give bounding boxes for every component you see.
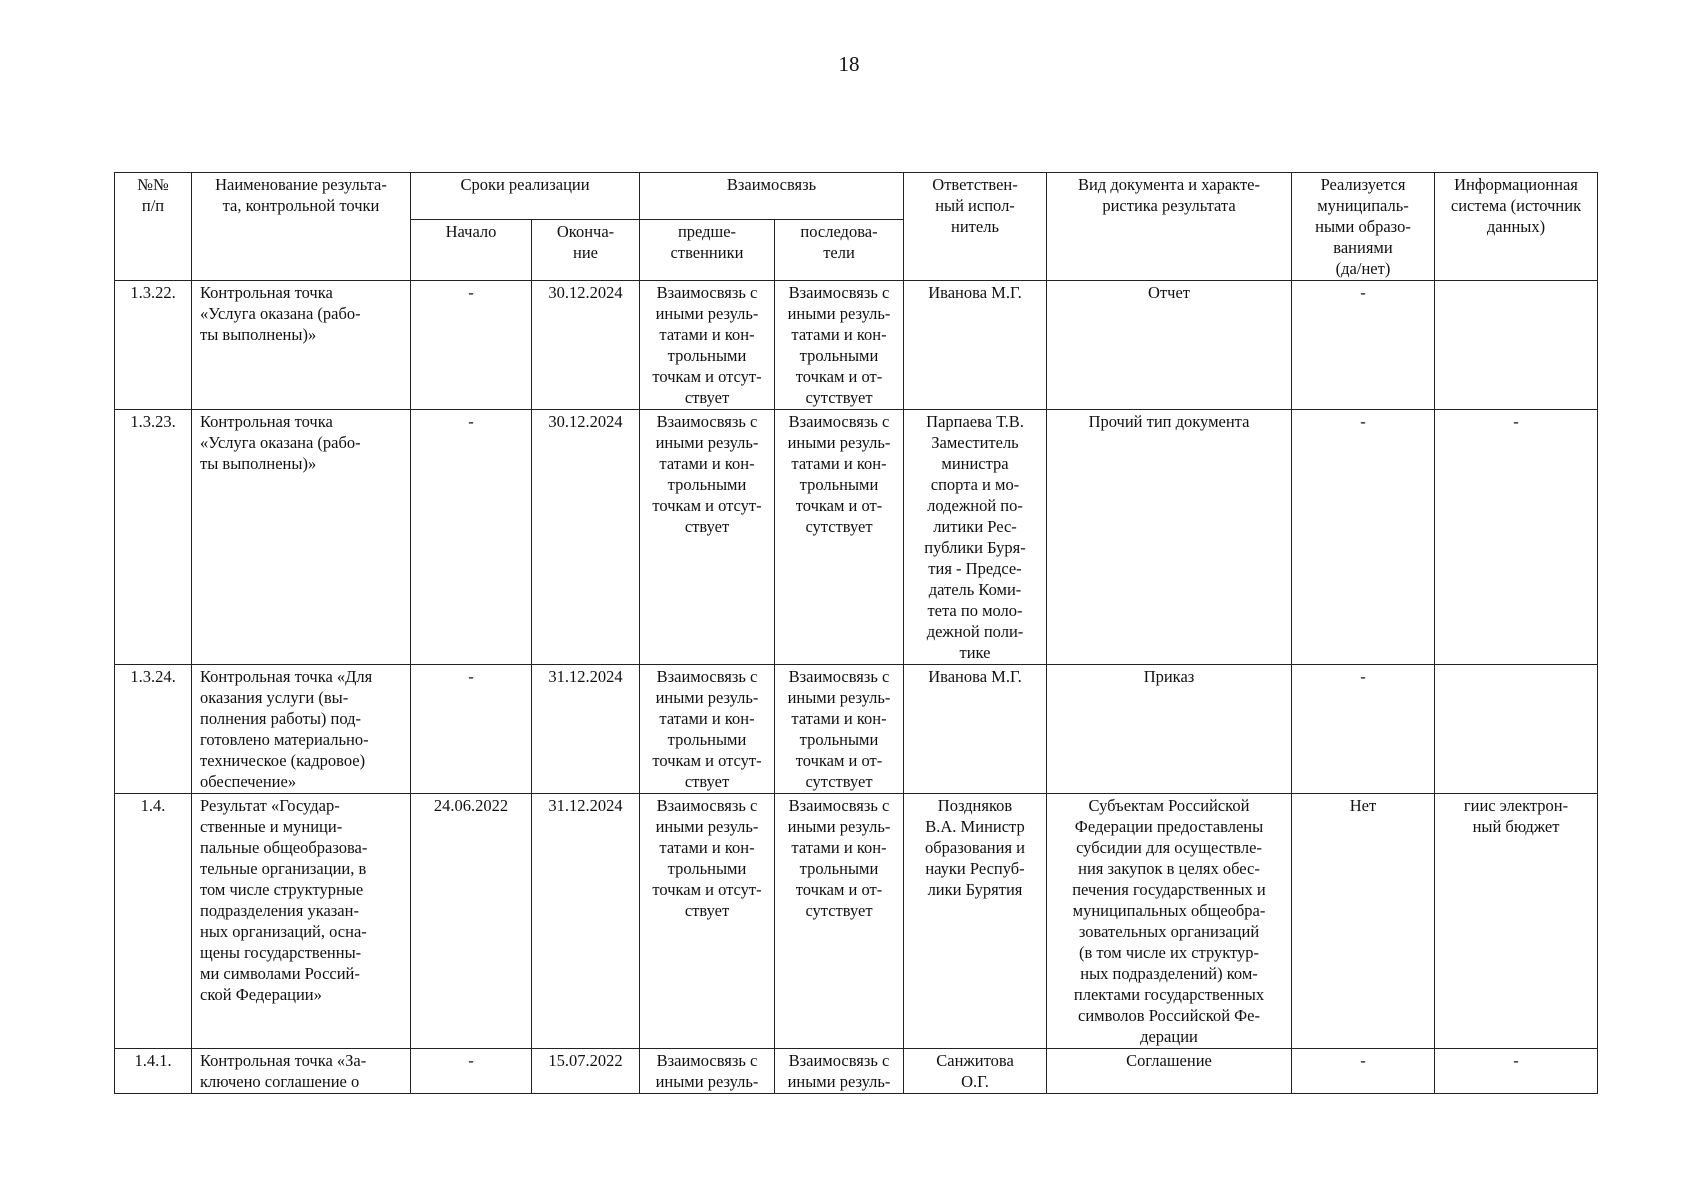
cell-end: 30.12.2024 bbox=[532, 410, 640, 665]
table-body bbox=[115, 281, 1598, 1094]
cell-doc-type: Отчет bbox=[1047, 281, 1292, 410]
cell-name: Контрольная точка «Для оказания услуги (вы- полнения работы) под- готовлено материально- техническое (кадровое) обеспечение» bbox=[192, 665, 411, 794]
header-end: Оконча- ние bbox=[532, 219, 640, 280]
cell-num: 1.4. bbox=[115, 794, 192, 1049]
cell-num: 1.3.22. bbox=[115, 281, 192, 410]
header-predecessors: предше- ственники bbox=[640, 219, 775, 280]
header-successors: последова- тели bbox=[775, 219, 904, 280]
cell-name: Контрольная точка «Услуга оказана (рабо- ты выполнены)» bbox=[192, 410, 411, 665]
cell-start: - bbox=[411, 1049, 532, 1094]
cell-doc-type: Субъектам Российской Федерации предоставлены субсидии для осуществле- ния закупок в целях обес- печения государственных и муниципальных общеобра- зовательных организаций (в том числе их структур- ных подразделений) ком- плектами государственных символов Российской Фе- дерации bbox=[1047, 794, 1292, 1049]
header-responsible: Ответствен- ный испол- нитель bbox=[904, 173, 1047, 281]
cell-responsible: Иванова М.Г. bbox=[904, 665, 1047, 794]
plan-table bbox=[114, 172, 1598, 1094]
cell-municipal: - bbox=[1292, 665, 1435, 794]
cell-successors: Взаимосвязь с иными резуль- татами и кон- трольными точкам и от- сутствует bbox=[775, 794, 904, 1049]
cell-start: - bbox=[411, 410, 532, 665]
cell-successors: Взаимосвязь с иными резуль- татами и кон- трольными точкам и от- сутствует bbox=[775, 665, 904, 794]
cell-municipal: - bbox=[1292, 410, 1435, 665]
cell-responsible: Иванова М.Г. bbox=[904, 281, 1047, 410]
cell-responsible: Поздняков В.А. Министр образования и науки Респуб- лики Бурятия bbox=[904, 794, 1047, 1049]
cell-info-system bbox=[1435, 665, 1598, 794]
cell-predecessors: Взаимосвязь с иными резуль- татами и кон- трольными точкам и отсут- ствует bbox=[640, 281, 775, 410]
cell-predecessors: Взаимосвязь с иными резуль- татами и кон- трольными точкам и отсут- ствует bbox=[640, 794, 775, 1049]
cell-responsible: Парпаева Т.В. Заместитель министра спорта и мо- лодежной по- литики Рес- публики Буря- тия - Предсе- датель Коми- тета по моло- дежной поли- тике bbox=[904, 410, 1047, 665]
table-row bbox=[115, 410, 1598, 665]
cell-predecessors: Взаимосвязь с иными резуль- татами и кон- трольными точкам и отсут- ствует bbox=[640, 410, 775, 665]
table-row bbox=[115, 1049, 1598, 1094]
cell-start: - bbox=[411, 281, 532, 410]
table-row bbox=[115, 794, 1598, 1049]
header-num: №№ п/п bbox=[115, 173, 192, 281]
cell-doc-type: Соглашение bbox=[1047, 1049, 1292, 1094]
cell-municipal: - bbox=[1292, 281, 1435, 410]
table-row bbox=[115, 665, 1598, 794]
cell-doc-type: Прочий тип документа bbox=[1047, 410, 1292, 665]
cell-predecessors: Взаимосвязь с иными резуль- татами и кон- трольными точкам и отсут- ствует bbox=[640, 665, 775, 794]
cell-municipal: Нет bbox=[1292, 794, 1435, 1049]
cell-responsible: Санжитова О.Г. bbox=[904, 1049, 1047, 1094]
cell-num: 1.4.1. bbox=[115, 1049, 192, 1094]
cell-info-system: гиис электрон- ный бюджет bbox=[1435, 794, 1598, 1049]
cell-num: 1.3.23. bbox=[115, 410, 192, 665]
table-header bbox=[115, 173, 1598, 281]
cell-successors: Взаимосвязь с иными резуль- bbox=[775, 1049, 904, 1094]
header-info-system: Информационная система (источник данных) bbox=[1435, 173, 1598, 281]
cell-end: 31.12.2024 bbox=[532, 665, 640, 794]
header-relation: Взаимосвязь bbox=[640, 173, 904, 220]
header-timeline: Сроки реализации bbox=[411, 173, 640, 220]
header-start: Начало bbox=[411, 219, 532, 280]
cell-successors: Взаимосвязь с иными резуль- татами и кон- трольными точкам и от- сутствует bbox=[775, 410, 904, 665]
cell-predecessors: Взаимосвязь с иными резуль- bbox=[640, 1049, 775, 1094]
cell-successors: Взаимосвязь с иными резуль- татами и кон- трольными точкам и от- сутствует bbox=[775, 281, 904, 410]
cell-start: - bbox=[411, 665, 532, 794]
header-municipal: Реализуется муниципаль- ными образо- ваниями (да/нет) bbox=[1292, 173, 1435, 281]
cell-name: Контрольная точка «За- ключено соглашение о bbox=[192, 1049, 411, 1094]
cell-doc-type: Приказ bbox=[1047, 665, 1292, 794]
cell-info-system: - bbox=[1435, 410, 1598, 665]
cell-end: 15.07.2022 bbox=[532, 1049, 640, 1094]
cell-name: Контрольная точка «Услуга оказана (рабо- ты выполнены)» bbox=[192, 281, 411, 410]
cell-info-system bbox=[1435, 281, 1598, 410]
page-number: 18 bbox=[838, 52, 860, 76]
header-doc-type: Вид документа и характе- ристика результата bbox=[1047, 173, 1292, 281]
cell-end: 30.12.2024 bbox=[532, 281, 640, 410]
cell-num: 1.3.24. bbox=[115, 665, 192, 794]
table-row bbox=[115, 281, 1598, 410]
cell-start: 24.06.2022 bbox=[411, 794, 532, 1049]
header-name: Наименование результа- та, контрольной точки bbox=[192, 173, 411, 281]
cell-name: Результат «Государ- ственные и муници- пальные общеобразова- тельные организации, в том числе структурные подразделения указан- ных организаций, осна- щены государственны- ми символами Россий- ской Федерации» bbox=[192, 794, 411, 1049]
cell-municipal: - bbox=[1292, 1049, 1435, 1094]
cell-info-system: - bbox=[1435, 1049, 1598, 1094]
cell-end: 31.12.2024 bbox=[532, 794, 640, 1049]
